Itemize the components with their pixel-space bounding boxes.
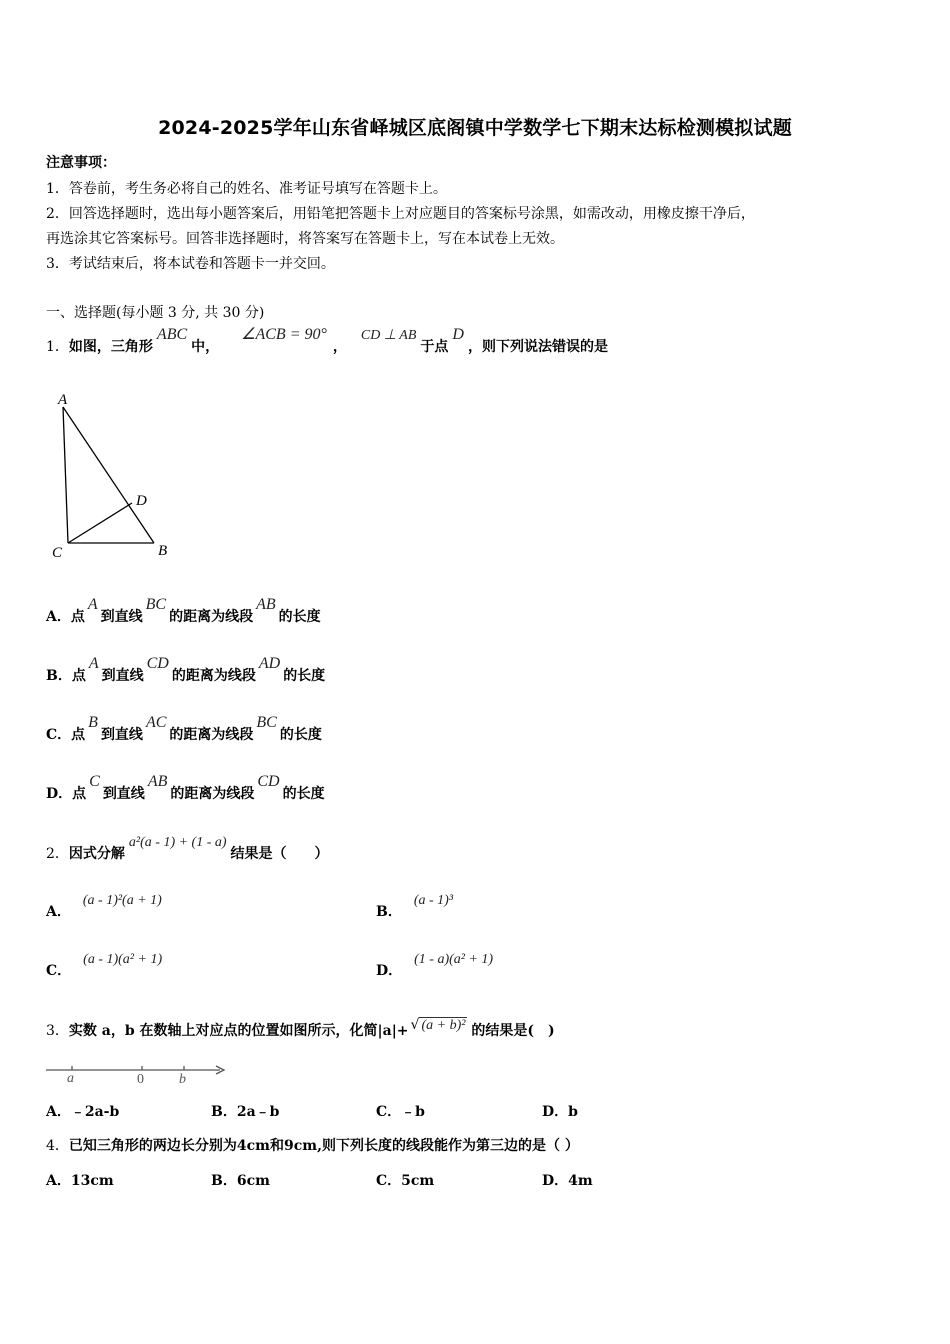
q1-option-c[interactable]: C．点B到直线AC的距离为线段BC的长度 — [46, 714, 322, 743]
q2-text-2: 结果是（ ） — [230, 846, 329, 862]
q3-number: 3． — [46, 1023, 69, 1039]
q1-math-4: D — [452, 326, 464, 343]
notice-item-1: 1．答卷前，考生务必将自己的姓名、准考证号填写在答题卡上。 — [46, 181, 447, 197]
q2-expression: a²(a - 1) + (1 - a) — [128, 835, 227, 850]
question-4 — [46, 1135, 579, 1155]
q1-text-4: 于点 — [420, 339, 449, 355]
q3-option-c[interactable]: C．﹣b — [376, 1104, 425, 1120]
q1-triangle-figure — [44, 385, 184, 565]
q1-option-a[interactable]: A．点A到直线BC的距离为线段AB的长度 — [46, 596, 321, 625]
q3-text-2: 的结果是( ) — [471, 1023, 555, 1039]
q1-text-5: ，则下列说法错误的是 — [467, 339, 608, 355]
q2-number: 2． — [46, 846, 69, 862]
q2-option-b[interactable]: B．(a - 1)³ — [376, 893, 454, 920]
q4-text: 已知三角形的两边长分别为4cm和9cm,则下列长度的线段能作为第三边的是（ ） — [68, 1138, 579, 1154]
page-title: 2024-2025学年山东省峄城区底阁镇中学数学七下期末达标检测模拟试题 — [158, 117, 792, 139]
q4-option-b[interactable]: B．6cm — [211, 1173, 270, 1189]
q2-option-c[interactable]: C．(a - 1)(a² + 1) — [46, 952, 163, 979]
q1-fig-label-d: D — [136, 493, 147, 509]
q3-text-1: 实数 a，b 在数轴上对应点的位置如图所示，化简|a|+ — [68, 1023, 409, 1039]
q2-option-a[interactable]: A．(a - 1)²(a + 1) — [46, 893, 162, 920]
q3-option-b[interactable]: B．2a﹣b — [211, 1104, 280, 1120]
q2-option-d[interactable]: D．(1 - a)(a² + 1) — [376, 952, 494, 979]
q4-option-d[interactable]: D．4m — [542, 1173, 593, 1189]
axis-label-zero: 0 — [137, 1072, 144, 1087]
question-3 — [46, 1017, 555, 1040]
q1-fig-label-a: A — [58, 392, 68, 408]
q1-option-d[interactable]: D．点C到直线AB的距离为线段CD的长度 — [46, 773, 325, 802]
q1-math-2: ∠ACB = 90° — [241, 326, 327, 343]
q1-fig-label-c: C — [52, 545, 63, 561]
axis-label-a: a — [67, 1071, 74, 1086]
question-1 — [46, 326, 608, 356]
notice-item-4: 3．考试结束后，将本试卷和答题卡一并交回。 — [46, 256, 335, 272]
q3-option-a[interactable]: A．﹣2a-b — [46, 1104, 120, 1120]
sqrt-icon: √ (a + b)² — [410, 1017, 466, 1033]
q1-fig-label-b: B — [158, 543, 168, 559]
q1-number: 1． — [46, 339, 69, 355]
notice-item-2: 2．回答选择题时，选出每小题答案后，用铅笔把答题卡上对应题目的答案标号涂黑，如需改动，用橡皮擦干净后， — [46, 206, 755, 222]
section-heading: 一、选择题(每小题 3 分, 共 30 分) — [46, 305, 265, 321]
q3-number-line — [44, 1060, 234, 1090]
question-2 — [46, 835, 329, 863]
q3-option-d[interactable]: D．b — [542, 1104, 578, 1120]
q4-option-a[interactable]: A．13cm — [46, 1173, 114, 1189]
notice-heading: 注意事项： — [46, 155, 116, 171]
q1-math-3: CD ⊥ AB — [360, 328, 417, 343]
q2-text-1: 因式分解 — [68, 846, 125, 862]
notice-item-3: 再选涂其它答案标号。回答非选择题时，将答案写在答题卡上，写在本试卷上无效。 — [46, 231, 564, 247]
q1-option-b[interactable]: B．点A到直线CD的距离为线段AD的长度 — [46, 655, 326, 684]
q3-expression: (a + b)² — [421, 1018, 466, 1033]
q1-text-3: ， — [332, 339, 347, 355]
q1-text-2: 中， — [191, 339, 220, 355]
q4-option-c[interactable]: C．5cm — [376, 1173, 435, 1189]
q1-text-1: 如图，三角形 — [68, 339, 153, 355]
axis-label-b: b — [179, 1072, 186, 1087]
q4-number: 4． — [46, 1138, 69, 1154]
q1-math-1: ABC — [156, 326, 188, 343]
